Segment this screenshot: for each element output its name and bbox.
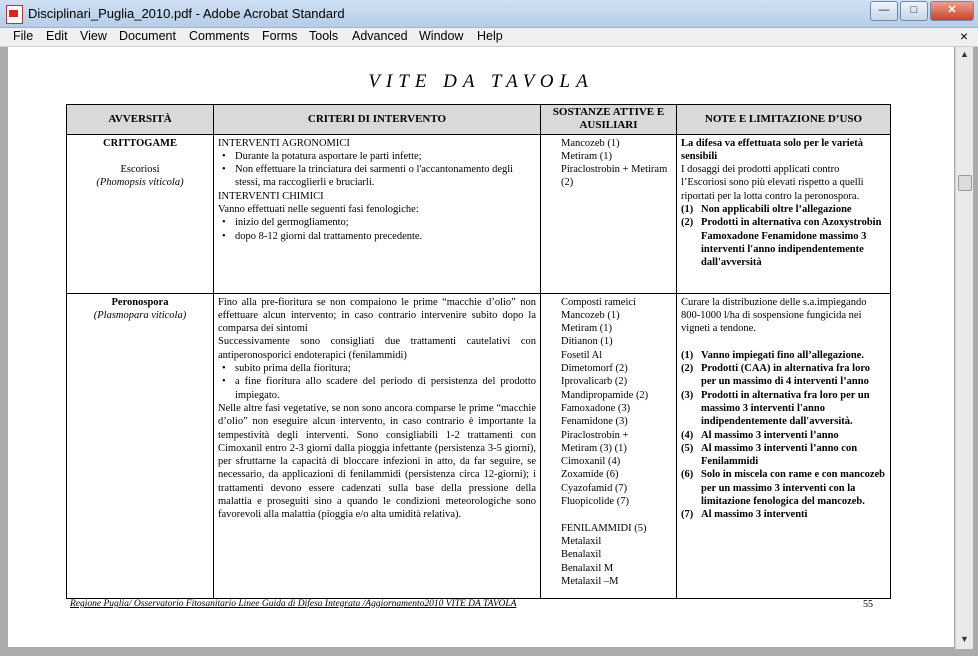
criteria-heading: INTERVENTI AGRONOMICI <box>218 137 350 149</box>
list-item: Cimoxanil (4) <box>561 456 621 468</box>
menu-tools[interactable]: Tools <box>309 29 339 43</box>
list-item: Composti rameici <box>561 296 636 308</box>
document-title: VITE DA TAVOLA <box>368 71 594 92</box>
list-item: (1) Vanno impiegati fino all’allegazione. <box>681 349 864 361</box>
list-item: (7) Al massimo 3 interventi <box>681 509 808 521</box>
notes-text: I dosaggi dei prodotti applicati contro l’Escoriosi sono più elevati rispetto a quelli riportati per la lotta contro la peronospora. <box>681 164 864 202</box>
criteria-cell <box>214 134 541 293</box>
scroll-up-icon[interactable]: ▲ <box>960 49 969 59</box>
list-item: Fosetil Al <box>561 349 603 361</box>
list-item: (2) Prodotti (CAA) in alternativa fra loro per un massimo di 4 interventi l’anno <box>681 363 871 388</box>
menu-comments[interactable]: Comments <box>189 29 250 43</box>
criteria-text: Successivamente sono consigliati due trattamenti cautelativi con antiperonosporici endoterapici (fenilammidi) <box>218 336 536 361</box>
menu-view[interactable]: View <box>80 29 107 43</box>
menu-help[interactable]: Help <box>477 29 503 43</box>
list-item: Cyazofamid (7) <box>561 482 628 494</box>
list-item: Mancozeb (1) <box>561 137 620 149</box>
criteria-cell <box>214 293 541 598</box>
list-item: Metiram (1) <box>561 323 613 335</box>
list-item: • Non effettuare la trinciatura dei sarmenti o l'accantonamento degli stessi, ma raccoglierli e bruciarli. <box>235 163 536 190</box>
list-item: Fenamidone (3) <box>561 416 628 428</box>
substances-cell <box>541 134 677 293</box>
list-item: Metalaxil –M <box>561 575 619 587</box>
list-item: • inizio del germogliamento; <box>235 216 536 229</box>
menu-advanced[interactable]: Advanced <box>352 29 408 43</box>
page-number: 55 <box>863 599 873 610</box>
adversity-cell <box>67 134 214 293</box>
list-item: (2) Prodotti in alternativa con Azoxystrobin Famoxadone Fenamidone massimo 3 interventi l'anno indipendentemente dall'avversità <box>681 217 882 269</box>
list-item: (1) Non applicabili oltre l’allegazione <box>681 204 852 216</box>
notes-cell <box>677 134 891 293</box>
list-item: Iprovalicarb (2) <box>561 376 628 388</box>
list-item: Ditianon (1) <box>561 336 613 348</box>
list-item: Mandipropamide (2) <box>561 389 649 401</box>
close-button[interactable]: ✕ <box>930 1 974 21</box>
header-avversita: AVVERSITÀ <box>67 105 214 135</box>
list-item: Piraclostrobin + Metiram (2) <box>561 164 668 189</box>
list-item: Metiram (3) (1) <box>561 442 627 454</box>
header-criteri: CRITERI DI INTERVENTO <box>214 105 541 135</box>
list-item: (4) Al massimo 3 interventi l’anno <box>681 429 839 441</box>
substances-cell <box>541 293 677 598</box>
menu-forms[interactable]: Forms <box>262 29 298 43</box>
list-item: Famoxadone (3) <box>561 402 631 414</box>
adversity-name: Escoriosi <box>120 164 160 176</box>
adversity-latin: (Plasmopara viticola) <box>93 309 187 321</box>
list-item: • Durante la potatura asportare le parti infette; <box>235 150 536 163</box>
list-item: Metiram (1) <box>561 150 613 162</box>
list-item: Mancozeb (1) <box>561 309 620 321</box>
list-item: (5) Al massimo 3 interventi l’anno con Fenilammidi <box>681 442 858 468</box>
notes-cell <box>677 293 891 598</box>
maximize-button[interactable]: □ <box>900 1 928 21</box>
list-item: Dimetomorf (2) <box>561 363 628 375</box>
table-row-peronospora <box>67 293 891 598</box>
list-item: Benalaxil M <box>561 562 614 574</box>
criteria-text: Fino alla pre-fioritura se non compaiono le prime “macchie d’olio” non effettuare alcun intervento; in caso contrario intervenire subito dopo la comparsa dei sintomi <box>218 296 536 335</box>
adversity-latin: (Phomopsis viticola) <box>96 177 184 189</box>
list-item: FENILAMMIDI (5) <box>561 522 647 534</box>
page-footer: Regione Puglia/ Osservatorio Fitosanitario Linee Guida di Difesa Integrata /Aggiornamento2010 VITE DA TAVOLA <box>70 599 517 609</box>
criteria-text: Nelle altre fasi vegetative, se non sono ancora comparse le prime “macchie d’olio” non eseguire alcun intervento, in caso contrario è importante la tempestività degli interventi. Sono consigliabili 1-2 trattamenti con Cimoxanil entro 2-3 giorni dalla pioggia infettante (persistenza 3-5 giorni), per sfruttarne la capacità di bloccare infezioni in atto, da far seguire, se necessario, da applicazioni di fenilammidi (persistenza circa 12-giorni); i trattamenti devono essere cadenzati sulla base della pressione della malattia e proseguiti sino a quando le condizioni meteorologiche sono favorevoli alla malattia (pioggia e/o alta umidità relativa). <box>218 402 536 521</box>
minimize-button[interactable]: — <box>870 1 898 21</box>
adversity-cell <box>67 293 214 598</box>
list-item: Piraclostrobin + <box>561 429 629 441</box>
list-item: Benalaxil <box>561 549 602 561</box>
adversity-group: CRITTOGAME <box>103 137 177 149</box>
header-sostanze: SOSTANZE ATTIVE E AUSILIARI <box>541 105 677 135</box>
window-title: Disciplinari_Puglia_2010.pdf - Adobe Acrobat Standard <box>28 6 345 21</box>
list-item: (6) Solo in miscela con rame e con mancozeb per un massimo 3 interventi con la limitazione fenologica del mancozeb. <box>681 469 886 508</box>
treatment-table <box>66 104 891 599</box>
list-item: (3) Prodotti in alternativa fra loro per un massimo 3 interventi l'anno indipendentemente dall'avversità. <box>681 389 870 428</box>
menu-file[interactable]: File <box>13 29 34 43</box>
menu-bar <box>0 28 978 47</box>
list-item: Metalaxil <box>561 535 602 547</box>
menu-edit[interactable]: Edit <box>46 29 68 43</box>
pdf-page <box>8 47 954 647</box>
pdf-icon <box>6 5 23 24</box>
criteria-heading: INTERVENTI CHIMICI <box>218 190 324 202</box>
scroll-thumb[interactable] <box>958 175 972 191</box>
header-note: NOTE E LIMITAZIONE D’USO <box>677 105 891 135</box>
scroll-down-icon[interactable]: ▼ <box>960 634 969 644</box>
criteria-text: Vanno effettuati nelle seguenti fasi fenologiche: <box>218 204 419 216</box>
list-item: Zoxamide (6) <box>561 469 619 481</box>
adversity-name: Peronospora <box>111 296 169 308</box>
window-controls <box>868 1 974 21</box>
table-row-escoriosi <box>67 134 891 293</box>
menu-window[interactable]: Window <box>419 29 464 43</box>
notes-bold: La difesa va effettuata solo per le varietà sensibili <box>681 137 864 162</box>
title-bar <box>0 0 978 28</box>
list-item: Fluopicolide (7) <box>561 496 629 508</box>
table-header-row <box>67 105 891 135</box>
document-close-icon[interactable]: × <box>959 28 968 44</box>
list-item: • subito prima della fioritura; <box>235 362 536 375</box>
notes-text: Curare la distribuzione delle s.a.impiegando 800-1000 l/ha di sospensione fungicida nei vigneti a tendone. <box>681 296 867 335</box>
vertical-scrollbar[interactable] <box>955 47 973 649</box>
menu-document[interactable]: Document <box>119 29 176 43</box>
list-item: • dopo 8-12 giorni dal trattamento precedente. <box>235 230 536 243</box>
list-item: • a fine fioritura allo scadere del periodo di persistenza del prodotto impiegato. <box>235 375 536 402</box>
